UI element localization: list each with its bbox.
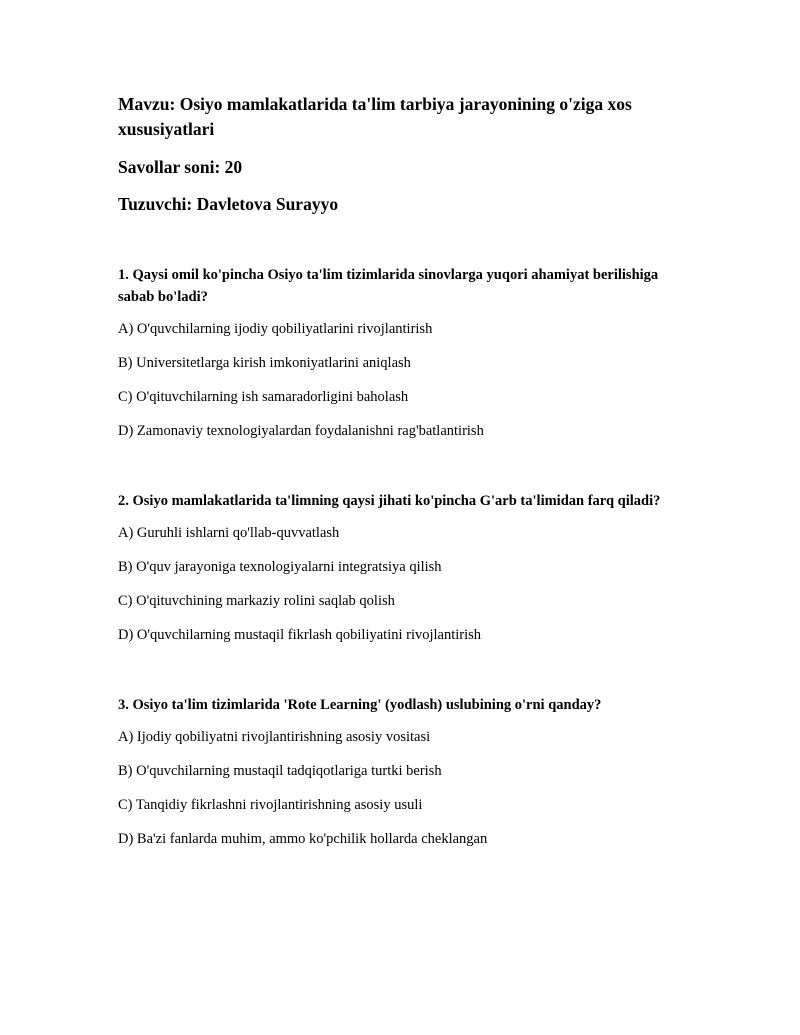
option-b: B) Universitetlarga kirish imkoniyatlarini aniqlash xyxy=(118,355,411,371)
option-a: A) Guruhli ishlarni qo'llab-quvvatlash xyxy=(118,525,340,541)
option-b: B) O'quvchilarning mustaqil tadqiqotlariga turtki berish xyxy=(118,763,442,779)
question-3 xyxy=(118,694,678,849)
option-a: A) O'quvchilarning ijodiy qobiliyatlarini rivojlantirish xyxy=(118,321,433,337)
document-title: Mavzu: Osiyo mamlakatlarida ta'lim tarbiya jarayonining o'ziga xos xususiyatlari xyxy=(118,94,632,139)
option-c: C) Tanqidiy fikrlashni rivojlantirishning asosiy usuli xyxy=(118,797,423,813)
question-count: Savollar soni: 20 xyxy=(118,157,243,177)
option-a: A) Ijodiy qobiliyatni rivojlantirishning asosiy vositasi xyxy=(118,729,431,745)
document-page xyxy=(118,92,678,849)
question-text: 3. Osiyo ta'lim tizimlarida 'Rote Learning' (yodlash) uslubining o'rni qanday? xyxy=(118,697,602,713)
option-c: C) O'qituvchining markaziy rolini saqlab qolish xyxy=(118,593,395,609)
option-d: D) Zamonaviy texnologiyalardan foydalanishni rag'batlantirish xyxy=(118,423,484,439)
question-1 xyxy=(118,264,678,441)
option-c: C) O'qituvchilarning ish samaradorligini baholash xyxy=(118,389,409,405)
author-line: Tuzuvchi: Davletova Surayyo xyxy=(118,194,339,214)
question-text: 1. Qaysi omil ko'pincha Osiyo ta'lim tizimlarida sinovlarga yuqori ahamiyat berilishiga sabab bo'ladi? xyxy=(118,267,659,305)
option-d: D) O'quvchilarning mustaqil fikrlash qobiliyatini rivojlantirish xyxy=(118,627,482,643)
question-2 xyxy=(118,490,678,645)
question-text: 2. Osiyo mamlakatlarida ta'limning qaysi jihati ko'pincha G'arb ta'limidan farq qiladi? xyxy=(118,493,661,509)
option-b: B) O'quv jarayoniga texnologiyalarni integratsiya qilish xyxy=(118,559,442,575)
option-d: D) Ba'zi fanlarda muhim, ammo ko'pchilik hollarda cheklangan xyxy=(118,831,488,847)
